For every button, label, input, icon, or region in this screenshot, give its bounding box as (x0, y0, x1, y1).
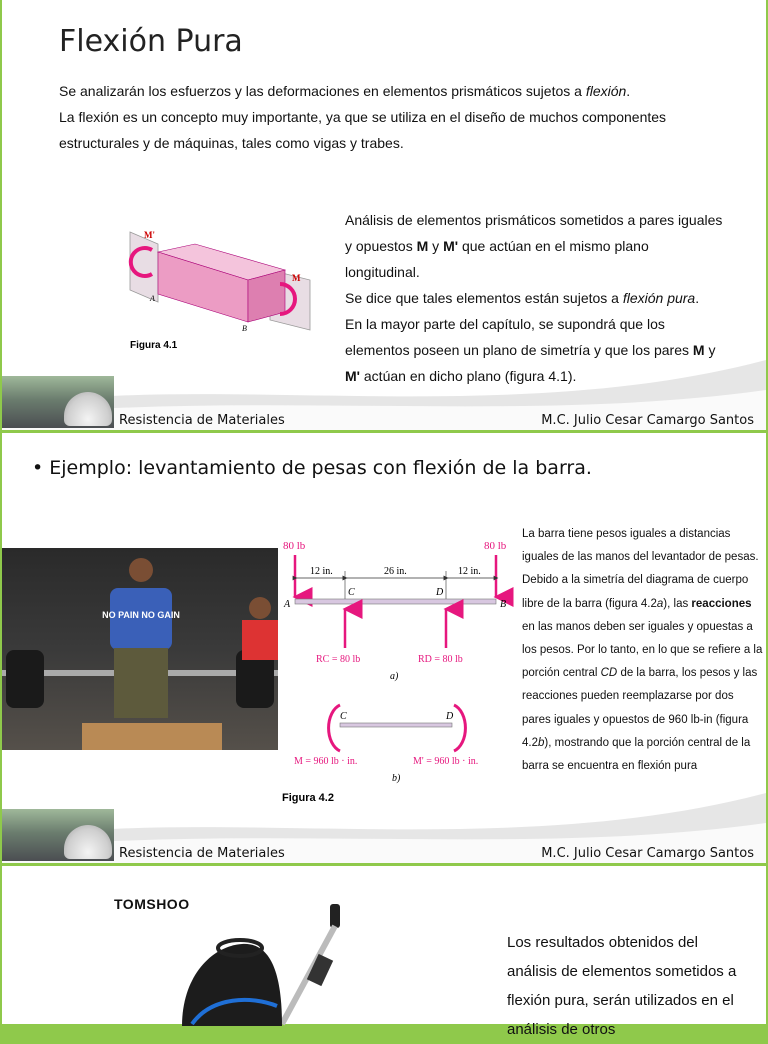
text-run: reacciones (691, 597, 752, 610)
golf-trolley-image (152, 896, 362, 1026)
text-run: en las manos deben ser iguales y opuestas a los pesos. Por lo tanto, en lo que se refiere a la porción central (522, 620, 763, 680)
brand-logo: TOMSHOO (114, 896, 190, 912)
pt-a: A (284, 599, 291, 610)
slide-2 (2, 433, 766, 863)
moment-left-label: M = 960 lb · in. (294, 756, 358, 767)
slide-title: • Ejemplo: levantamiento de pesas con flexión de la barra. (32, 457, 592, 479)
text-run: a (656, 597, 664, 610)
pt-b: B (500, 599, 507, 610)
slide-3 (2, 866, 766, 1038)
shirt-text: NO PAIN NO GAIN (102, 610, 180, 620)
text-run: que actúan en el mismo plano longitudinal. (345, 238, 649, 280)
figure-4-2 (278, 533, 518, 813)
text-run: CD (600, 667, 618, 680)
text-run: . (695, 290, 700, 306)
bar (295, 599, 496, 604)
text-run: Análisis de elementos prismáticos sometidos a pares iguales y opuestos (345, 212, 723, 254)
footer-course: Resistencia de Materiales (119, 846, 285, 861)
sub-a: a) (390, 671, 399, 682)
slide-title: Flexión Pura (59, 24, 243, 59)
label-mp: M' (144, 230, 155, 240)
label-m: M (292, 273, 301, 283)
weightlifter-photo (2, 548, 278, 750)
text-run: M (692, 342, 705, 358)
text-run: actúan en dicho plano (figura 4.1). (360, 368, 577, 384)
text-run: Se analizarán los esfuerzos y las deformaciones en elementos prismáticos sujetos a (59, 83, 586, 99)
example-paragraph (522, 523, 764, 778)
slide-1 (2, 0, 766, 430)
text-run: b (538, 736, 545, 749)
figure-caption: Figura 4.2 (282, 792, 334, 804)
footer-author: M.C. Julio Cesar Camargo Santos (541, 846, 754, 861)
text-run: Se dice que tales elementos están sujetos a (345, 290, 623, 306)
text-run: M' (345, 368, 360, 384)
moment-right-label: M' = 960 lb · in. (413, 756, 479, 767)
figure-caption: Figura 4.1 (130, 340, 178, 351)
reaction-c: RC = 80 lb (316, 654, 361, 665)
svg-text:D: D (446, 711, 454, 722)
moment-right (454, 705, 465, 751)
title-text: Ejemplo: levantamiento de pesas con flexión de la barra. (49, 457, 592, 479)
sub-b: b) (392, 773, 401, 784)
dim-mid: 26 in. (384, 566, 407, 577)
moment-left (329, 705, 340, 751)
text-run: Los resultados obtenidos del análisis de elementos sometidos a flexión pura, serán utilizados en el análisis de otros (507, 934, 737, 1038)
svg-text:C: C (340, 711, 347, 722)
dim-right: 12 in. (458, 566, 481, 577)
text-run: M' (443, 238, 459, 254)
text-run: La barra tiene pesos iguales a distancias iguales de las manos del levantador de pesas. Debido a la simetría del diagrama de cuerpo libre de la barra (figura 4.2 (522, 528, 759, 610)
text-run: flexión (585, 83, 627, 99)
dim-left: 12 in. (310, 566, 333, 577)
plane-left (130, 232, 158, 302)
text-run: M (416, 238, 429, 254)
text-run: y (428, 238, 444, 254)
text-run: ), mostrando que la porción central de la barra se encuentra en flexión pura (522, 736, 751, 773)
text-run: En la mayor parte del capítulo, se supondrá que los elementos poseen un plano de simetría y que los pares (345, 316, 693, 358)
pt-c: C (348, 587, 355, 598)
text-run: La flexión es un concepto muy importante, ya que se utiliza en el diseño de muchos componentes estructurales y de máquinas, tales como vigas y trabes. (59, 109, 667, 151)
text-run: de la barra, los pesos y las reacciones pueden reemplazarse por dos pares iguales y opuestos de 960 lb-in (figura 4.2 (522, 667, 758, 749)
load-left: 80 lb (283, 540, 306, 552)
bar-cd (340, 723, 452, 727)
figure-4-1 (120, 222, 330, 357)
label-b: B (242, 324, 247, 333)
reaction-d: RD = 80 lb (418, 654, 463, 665)
text-run: y (704, 342, 716, 358)
text-run: . (626, 83, 631, 99)
text-run: ), las (663, 597, 692, 610)
footer-course: Resistencia de Materiales (119, 413, 285, 428)
load-right: 80 lb (484, 540, 507, 552)
results-paragraph (507, 928, 737, 1044)
footer-author: M.C. Julio Cesar Camargo Santos (541, 413, 754, 428)
pt-d: D (436, 587, 444, 598)
intro-paragraph (59, 78, 749, 156)
text-run: flexión pura (622, 290, 696, 306)
label-a: A (150, 294, 155, 303)
